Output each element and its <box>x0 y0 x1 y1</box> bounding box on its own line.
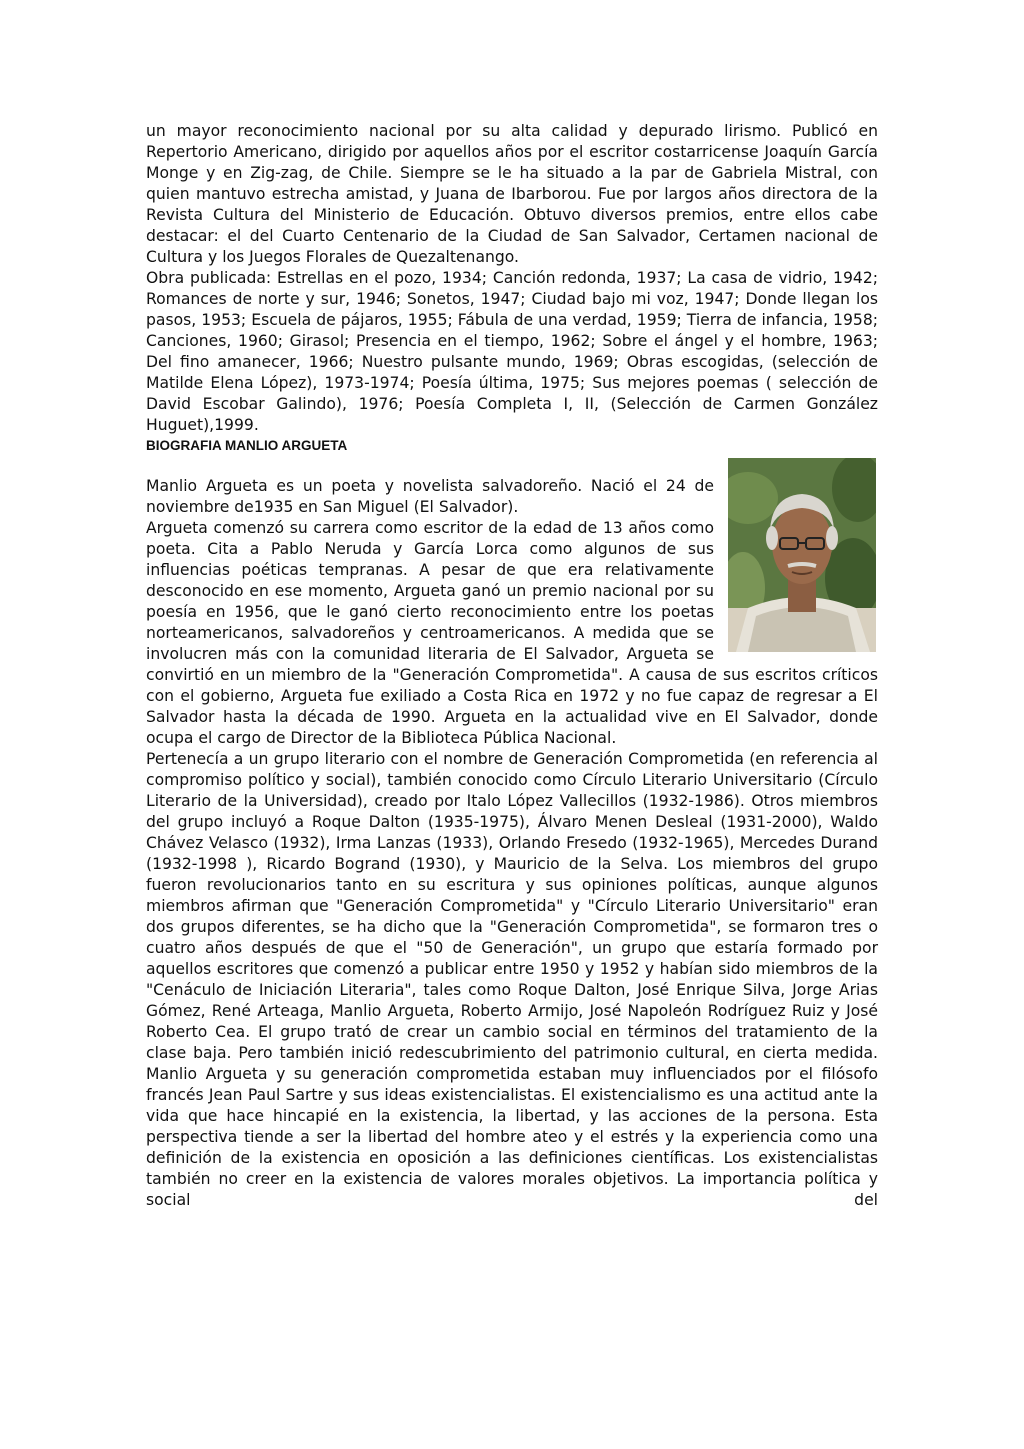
paragraph-published-works: Obra publicada: Estrellas en el pozo, 1934; Canción redonda, 1937; La casa de vidrio, 1942; Romances de norte y sur, 1946; Sonetos, 1947; Ciudad bajo mi voz, 1947; Donde llegan los pasos, 1953; Escuela de pájaros, 1955; Fábula de una verdad, 1959; Tierra de infancia, 1958; Canciones, 1960; Girasol; Presencia en el tiempo, 1962; Sobre el ángel y el hombre, 1963; Del fino amanecer, 1966; Nuestro pulsante mundo, 1969; Obras escogidas, (selección de Matilde Elena López), 1973-1974; Poesía última, 1975; Sus mejores poemas ( selección de David Escobar Galindo), 1976; Poesía Completa I, II, (Selección de Carmen González Huguet),1999. <box>146 269 878 434</box>
paragraph-intro: un mayor reconocimiento nacional por su alta calidad y depurado lirismo. Publicó en Repertorio Americano, dirigido por aquellos años por el escritor costarricense Joaquín García Monge y en Zig-zag, de Chile. Siempre se le ha situado a la par de Gabriela Mistral, con quien mantuvo estrecha amistad, y Juana de Ibarborou. Fue por largos años directora de la Revista Cultura del Ministerio de Educación. Obtuvo diversos premios, entre ellos cabe destacar: el del Cuarto Centenario de la Ciudad de San Salvador, Certamen nacional de Cultura y los Juegos Florales de Quezaltenango. <box>146 122 878 266</box>
section-heading: BIOGRAFIA MANLIO ARGUETA <box>146 438 348 453</box>
portrait-photo <box>728 458 876 652</box>
paragraph-bio-birth: Manlio Argueta es un poeta y novelista salvadoreño. Nació el 24 de noviembre de1935 en San Miguel (El Salvador). <box>146 477 714 516</box>
paragraph-bio-career: Argueta comenzó su carrera como escritor de la edad de 13 años como poeta. Cita a Pablo Neruda y García Lorca como algunos de sus influencias poéticas tempranas. A pesar de que era relativamente desconocido en ese momento, Argueta ganó un premio nacional por su poesía en 1956, que le ganó cierto reconocimiento entre los poetas norteamericanos, salvadoreños y centroamericanos. A medida que se involucren más con la comunidad literaria de El Salvador, Argueta se convirtió en un miembro de la "Generación Comprometida". A causa de sus escritos críticos con el gobierno, Argueta fue exiliado a Costa Rica en 1972 y no fue capaz de regresar a El Salvador hasta la década de 1990. Argueta en la actualidad vive en El Salvador, donde ocupa el cargo de Director de la Biblioteca Pública Nacional. <box>146 519 878 747</box>
portrait-illustration <box>728 458 876 652</box>
document-page <box>146 121 878 1211</box>
paragraph-bio-generation: Pertenecía a un grupo literario con el nombre de Generación Comprometida (en referencia al compromiso político y social), también conocido como Círculo Literario Universitario (Círculo Literario de la Universidad), creado por Italo López Vallecillos (1932-1986). Otros miembros del grupo incluyó a Roque Dalton (1935-1975), Álvaro Menen Desleal (1931-2000), Waldo Chávez Velasco (1932), Irma Lanzas (1933), Orlando Fresedo (1932-1965), Mercedes Durand (1932-1998 ), Ricardo Bogrand (1930), y Mauricio de la Selva. Los miembros del grupo fueron revolucionarios tanto en su escritura y sus opiniones políticas, aunque algunos miembros afirman que "Generación Comprometida" y "Círculo Literario Universitario" eran dos grupos diferentes, se ha dicho que la "Generación Comprometida", se formaron tres o cuatro años después de que el "50 de Generación", un grupo que estaría formado por aquellos escritores que comenzó a publicar entre 1950 y 1952 y habían sido miembros de la "Cenáculo de Iniciación Literaria", tales como Roque Dalton, José Enrique Silva, Jorge Arias Gómez, René Arteaga, Manlio Argueta, Roberto Armijo, José Napoleón Rodríguez Ruiz y José Roberto Cea. El grupo trató de crear un cambio social en términos del tratamiento de la clase baja. Pero también inició redescubrimiento del patrimonio cultural, en cierta medida. Manlio Argueta y su generación comprometida estaban muy influenciados por el filósofo francés Jean Paul Sartre y sus ideas existencialistas. El existencialismo es una actitud ante la vida que hace hincapié en la existencia, la libertad, y las acciones de la persona. Esta perspectiva tiende a ser la libertad del hombre ateo y el estrés y la experiencia como una definición de la existencia en oposición a las definiciones científicas. Los existencialistas también no creer en la existencia de valores morales objetivos. La importancia política y social del <box>146 750 878 1209</box>
